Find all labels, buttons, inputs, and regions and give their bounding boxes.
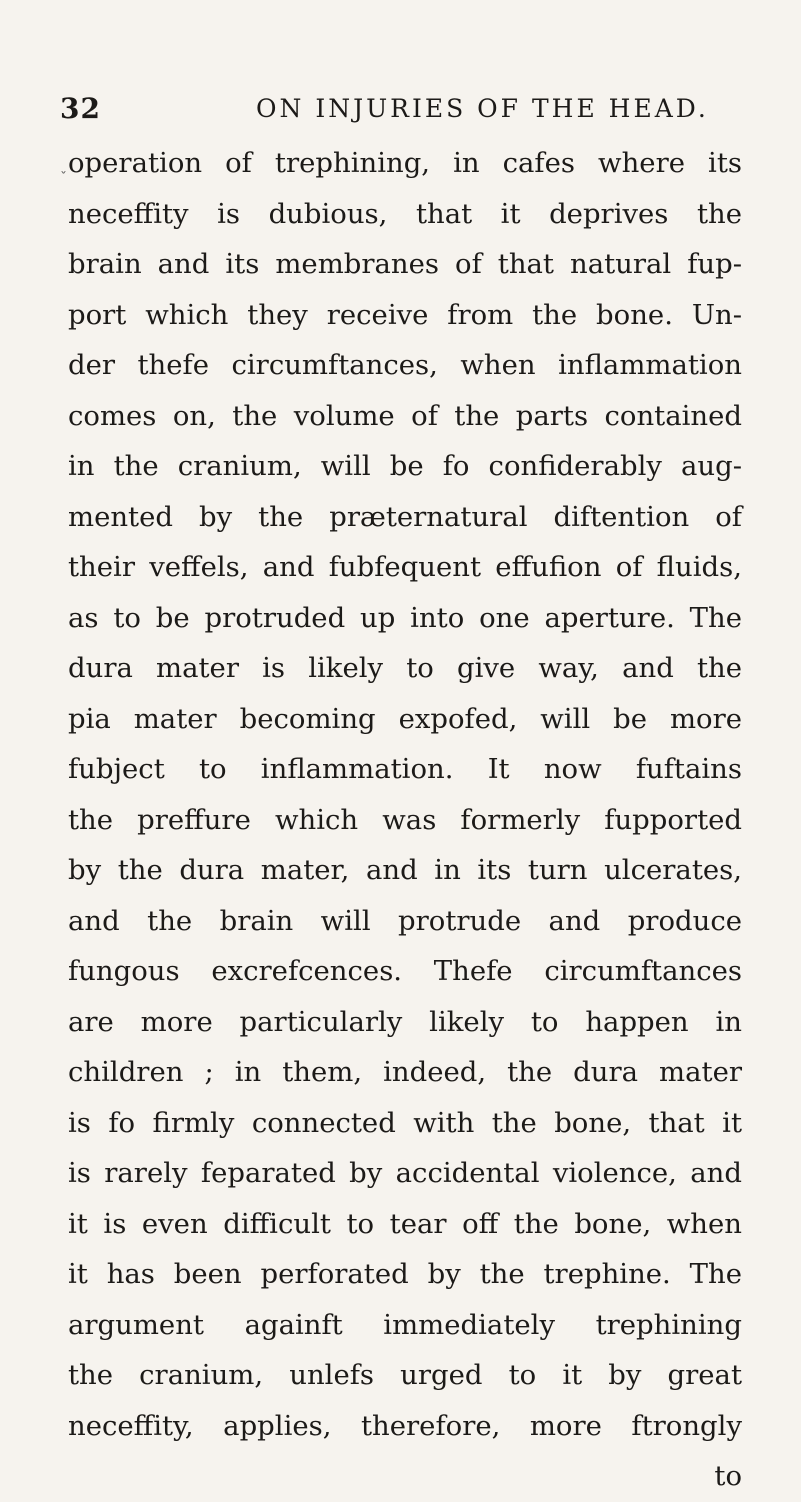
page-header <box>60 92 720 132</box>
text-line: operation of trephining, in cafes where its <box>68 147 742 179</box>
text-line: comes on, the volume of the parts contained <box>68 399 742 432</box>
text-line: fungous excrefcences. Thefe circumftances <box>68 955 742 987</box>
text-line: is rarely feparated by accidental violence, and <box>68 1157 742 1189</box>
text-line: dura mater is likely to give way, and the <box>68 652 742 684</box>
text-line: it has been perforated by the trephine. The <box>68 1258 742 1290</box>
text-line: fubject to inflammation. It now fuftains <box>68 753 742 785</box>
text-line: it is even difficult to tear off the bone, when <box>68 1207 742 1240</box>
page-number: 32 <box>60 92 101 125</box>
text-line: brain and its membranes of that natural fup- <box>68 248 742 280</box>
body-text <box>68 138 742 1491</box>
catchword: to <box>714 1460 742 1492</box>
text-line: the preffure which was formerly fupported <box>68 803 742 836</box>
text-line: the cranium, unlefs urged to it by great <box>68 1359 742 1391</box>
text-line: children ; in them, indeed, the dura mater <box>68 1056 742 1088</box>
text-line: port which they receive from the bone. Un- <box>68 298 742 331</box>
text-line: are more particularly likely to happen in <box>68 1005 742 1038</box>
text-line: and the brain will protrude and produce <box>68 904 742 937</box>
text-line: is fo firmly connected with the bone, that it <box>68 1106 742 1139</box>
text-line: pia mater becoming expofed, will be more <box>68 702 742 735</box>
text-line: neceffity is dubious, that it deprives the <box>68 197 742 230</box>
text-line: as to be protruded up into one aperture. The <box>68 601 742 634</box>
text-line: der thefe circumftances, when inflammation <box>68 349 742 381</box>
text-line: in the cranium, will be fo confiderably aug- <box>68 450 742 482</box>
text-line: their veffels, and fubfequent effufion of fluids, <box>68 551 742 583</box>
text-line: neceffity, applies, therefore, more ftrongly <box>68 1409 742 1442</box>
text-line: argument againft immediately trephining <box>68 1308 742 1341</box>
running-head: ON INJURIES OF THE HEAD. <box>256 94 709 123</box>
margin-mark: ˯ <box>60 158 67 174</box>
text-line: mented by the præternatural diftention of <box>68 500 742 533</box>
text-line: by the dura mater, and in its turn ulcerates, <box>68 854 742 886</box>
